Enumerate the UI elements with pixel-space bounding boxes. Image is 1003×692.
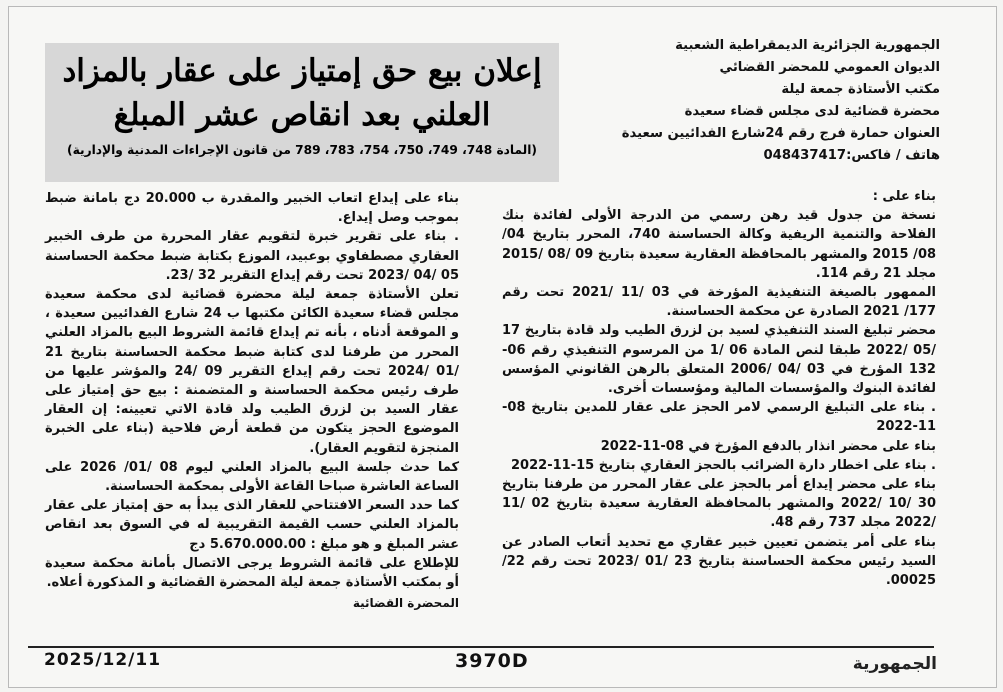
newspaper-logo: الجمهورية	[845, 654, 945, 674]
paragraph: بناء على :	[872, 189, 936, 204]
left-column	[45, 189, 459, 613]
paragraph: بناء على إيداع اتعاب الخبير والمقدرة ب 20.000 دج بامانة ضبط بموجب وصل إيداع.	[45, 191, 459, 226]
paragraph: كما حدث جلسة البيع بالمزاد العلني ليوم 08 /01/ 2026 على الساعة العاشرة صباحا القاعة الأولى بمحكمة الحساسنة.	[45, 459, 460, 495]
paragraph: بناء على محضر إيداع أمر بالحجز على عقار المحرر من طرفنا بتاريخ 30 /10 /2022 والمشهر بالمحافظة العقارية سعيدة بتاريخ 02 /11 /2022 مجلد 737 رقم 48.	[502, 477, 936, 531]
paragraph: محضر تبليغ السند التنفيذي لسيد بن لزرق الطيب ولد قادة بتاريخ 17 /05 /2022 طبقا لنص المادة 06 /1 من المرسوم التنفيذي رقم 06-132 المؤرخ في 03 /04 /2006 المتعلق بالرهن القانوني المؤسس لفائدة البنوك والمؤسسات المالية ومؤسسات أخرى.	[502, 323, 936, 397]
paragraph: . بناء على اخطار دارة الضرائب بالحجز العقاري بتاريخ 15-11-2022	[511, 457, 936, 473]
header-line: مكتب الأستاذة جمعة ليلة	[781, 82, 940, 97]
signature: المحضرة القضائية	[352, 596, 459, 611]
legal-reference: (المادة 748، 749، 750، 754، 783، 789 من قانون الإجراءات المدنية والإدارية)	[67, 143, 537, 157]
paragraph: بناء على أمر يتضمن تعيين خبير عقاري مع تحديد أتعاب الصادر عن السيد رئيس محكمة الحساسنة بتاريخ 23 /01 /2023 تحت رقم 22/ 00025.	[502, 534, 937, 589]
paragraph: . بناء على تقرير خبرة لتقويم عقار المحررة من طرف الخبير العقاري مصطفاوي بوعبيد، الموزع بكتابة ضبط محكمة الحساسنة 05 /04 /2023 تحت رقم إيداع التقرير 32 /23.	[45, 229, 459, 283]
paragraph: الممهور بالصيغة التنفيذية المؤرخة في 03 /11 /2021 تحت رقم 177/ 2021 الصادرة عن محكمة الحساسنة.	[502, 285, 936, 320]
issue-date: 2025/12/11	[34, 650, 171, 670]
announcement-title-box	[45, 43, 559, 182]
paragraph: نسخة من جدول قيد رهن رسمي من الدرجة الأولى لفائدة بنك الفلاحة والتنمية الريفية وكالة الحساسنة 740، المحرر بتاريخ 04/ 08/ 2015 والمشهر بالمحافظة العقارية سعيدة بتاريخ 09 /08 /2015 مجلد 21 رقم 114.	[502, 208, 937, 281]
announcement-title-line1: إعلان بيع حق إمتياز على عقار بالمزاد	[62, 53, 542, 89]
paragraph: كما حدد السعر الافتتاحي للعقار الذى يبدأ به حق إمتياز على عقار بالمزاد العلني حسب القيمة التقريبية له في السوق بعد انقاص عشر المبلغ و هو مبلغ : 5.670.000.00 دج	[45, 498, 459, 552]
paragraph: للإطلاع على قائمة الشروط يرجى الاتصال بأمانة محكمة سعيدة أو بمكتب الأستاذة جمعة ليلة المحضرة القضائية و المذكورة أعلاه.	[45, 555, 459, 591]
paragraph: بناء على محضر انذار بالدفع المؤرخ في 08-11-2022	[600, 438, 936, 454]
footer-divider	[28, 646, 934, 648]
announcement-title-line2: العلني بعد انقاص عشر المبلغ	[113, 97, 491, 133]
paragraph: . بناء على التبليغ الرسمي لامر الحجز على عقار للمدين بتاريخ 08-11-2022	[502, 400, 936, 435]
header-line: الجمهورية الجزائرية الديمقراطية الشعبية	[675, 38, 940, 53]
header-line: الديوان العمومي للمحضر القضائي	[719, 60, 940, 75]
header-line: محضرة قضائية لدى مجلس قضاء سعيدة	[684, 104, 940, 119]
header-line: العنوان حمارة فرج رقم 24شارع الفدائيين سعيدة	[621, 126, 940, 141]
paragraph: تعلن الأستاذة جمعة ليلة محضرة قضائية لدى محكمة سعيدة مجلس قضاء سعيدة الكائن مكتبها ب 24 شارع الفدائيين سعيدة ، و الموقعة أدناه ، بأنه تم إيداع قائمة الشروط البيع بالمزاد العلني المحرر من طرفنا لدى كتابة ضبط محكمة الحساسنة بتاريخ 21 /01 /2024 تحت رقم إيداع التقرير 09 /24 والمؤشر عليها من طرف رئيس محكمة الحساسنة و المتضمنة : بيع حق إمتياز على عقار السيد بن لزرق الطيب ولد قادة الاتي تعيينه: إن العقار الموضوع الحجز يتكون من قطعة أرض فلاحية (بناء على الخبرة المنجزة لتقويم العقار).	[45, 287, 460, 456]
phone-fax: هاتف / فاكس:048437417	[763, 148, 940, 163]
page-code: 3970D	[441, 650, 543, 672]
newspaper-page	[8, 6, 997, 688]
right-column	[502, 187, 936, 590]
office-header	[621, 35, 940, 167]
